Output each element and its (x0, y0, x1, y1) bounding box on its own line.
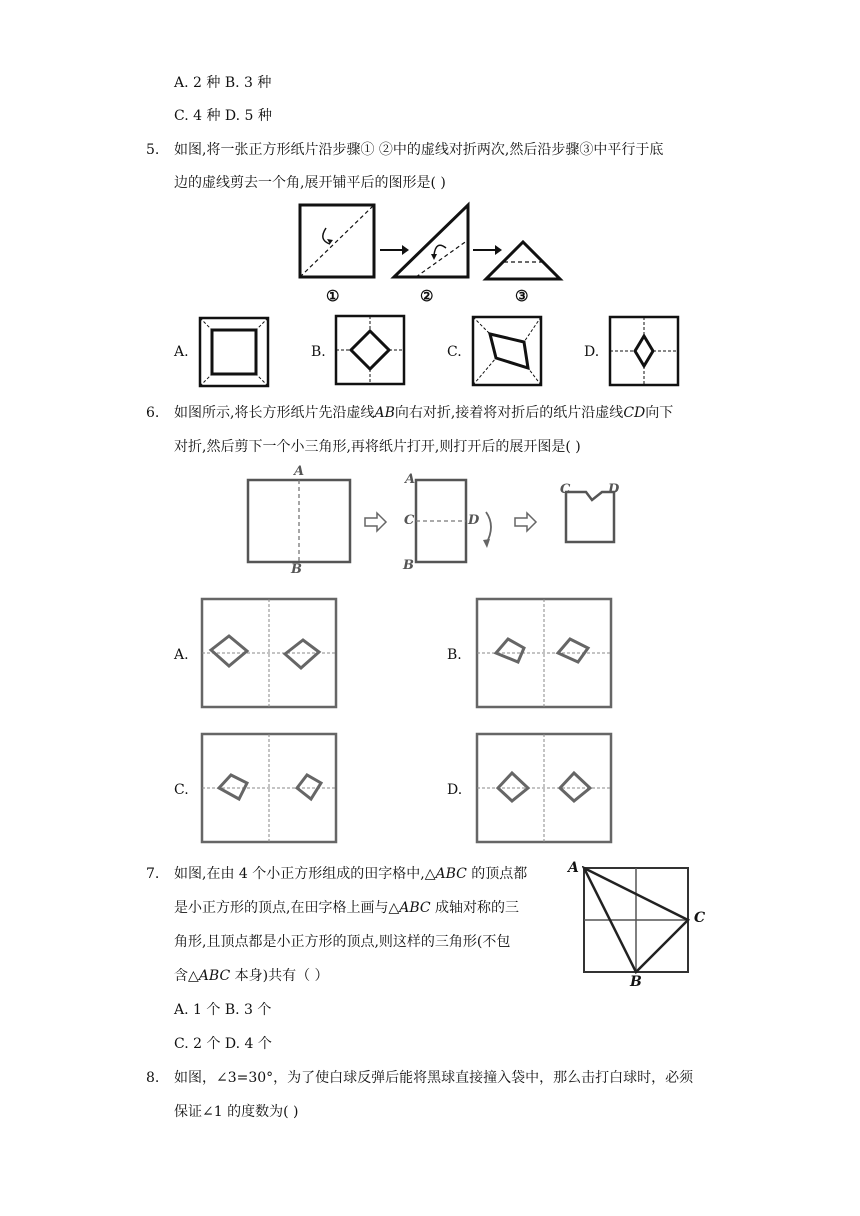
q5-option-b-label: B. (311, 344, 326, 360)
q7-options-row2: C. 2 个 D. 4 个 (174, 1036, 272, 1052)
q5-text-line1: 如图,将一张正方形纸片沿步骤① ②中的虚线对折两次,然后沿步骤③中平行于底 (174, 142, 664, 158)
q7-text-line2: 是小正方形的顶点,在田字格上画与△ABC 成轴对称的三 (174, 900, 520, 916)
q5-option-b-figure (333, 313, 407, 387)
q6-option-b-label: B. (447, 647, 462, 663)
q7-grid-figure (582, 866, 692, 976)
q5-step3-label: ③ (515, 287, 529, 305)
q5-option-c-label: C. (447, 344, 462, 360)
q8-text-line2: 保证∠1 的度数为( ) (174, 1104, 299, 1120)
q5-option-c-figure (470, 314, 544, 388)
q5-step1-label: ① (326, 287, 340, 305)
q6-text-line1: 如图所示,将长方形纸片先沿虚线AB向右对折,接着将对折后的纸片沿虚线CD向下 (174, 405, 674, 421)
q6-option-b-figure (474, 596, 614, 710)
q5-text-line2: 边的虚线剪去一个角,展开铺平后的图形是( ) (174, 175, 446, 191)
q6-label-a-2: A (405, 472, 416, 487)
q6-label-c-3: C (560, 482, 571, 497)
q6-option-d-figure (474, 731, 614, 845)
q6-option-a-figure (199, 596, 339, 710)
q6-number: 6. (146, 405, 160, 421)
q4-options-row2: C. 4 种 D. 5 种 (174, 108, 272, 124)
q7-text-line4: 含△ABC 本身)共有（ ） (174, 968, 329, 984)
q8-number: 8. (146, 1070, 160, 1086)
q8-text-line1: 如图，∠3=30°，为了使白球反弹后能将黑球直接撞入袋中，那么击打白球时，必须 (174, 1070, 694, 1086)
q6-option-d-label: D. (447, 782, 463, 798)
q6-label-d-2: D (468, 513, 480, 528)
q5-option-a-label: A. (174, 344, 189, 360)
q7-label-b: B (630, 974, 642, 990)
q6-option-c-figure (199, 731, 339, 845)
q7-number: 7. (146, 866, 160, 882)
q6-label-c-2: C (404, 513, 415, 528)
q4-options-row1: A. 2 种 B. 3 种 (174, 75, 272, 91)
q7-label-a: A (568, 860, 579, 876)
q7-options-row1: A. 1 个 B. 3 个 (174, 1002, 272, 1018)
q6-label-b-1: B (291, 562, 302, 577)
q6-option-c-label: C. (174, 782, 189, 798)
q5-step2-label: ② (420, 287, 434, 305)
q6-option-a-label: A. (174, 647, 189, 663)
q6-label-d-3: D (608, 482, 620, 497)
q7-text-line1: 如图,在由 4 个小正方形组成的田字格中,△ABC 的顶点都 (174, 866, 528, 882)
q5-option-d-label: D. (584, 344, 600, 360)
q5-option-d-figure (607, 314, 681, 388)
q6-label-b-2: B (403, 558, 414, 573)
q7-text-line3: 角形,且顶点都是小正方形的顶点,则这样的三角形(不包 (174, 934, 511, 950)
q7-label-c: C (694, 910, 706, 926)
q6-label-a-1: A (294, 464, 305, 479)
q6-text-line2: 对折,然后剪下一个小三角形,再将纸片打开,则打开后的展开图是( ) (174, 439, 581, 455)
q5-option-a-figure (197, 315, 271, 389)
q5-number: 5. (146, 142, 160, 158)
